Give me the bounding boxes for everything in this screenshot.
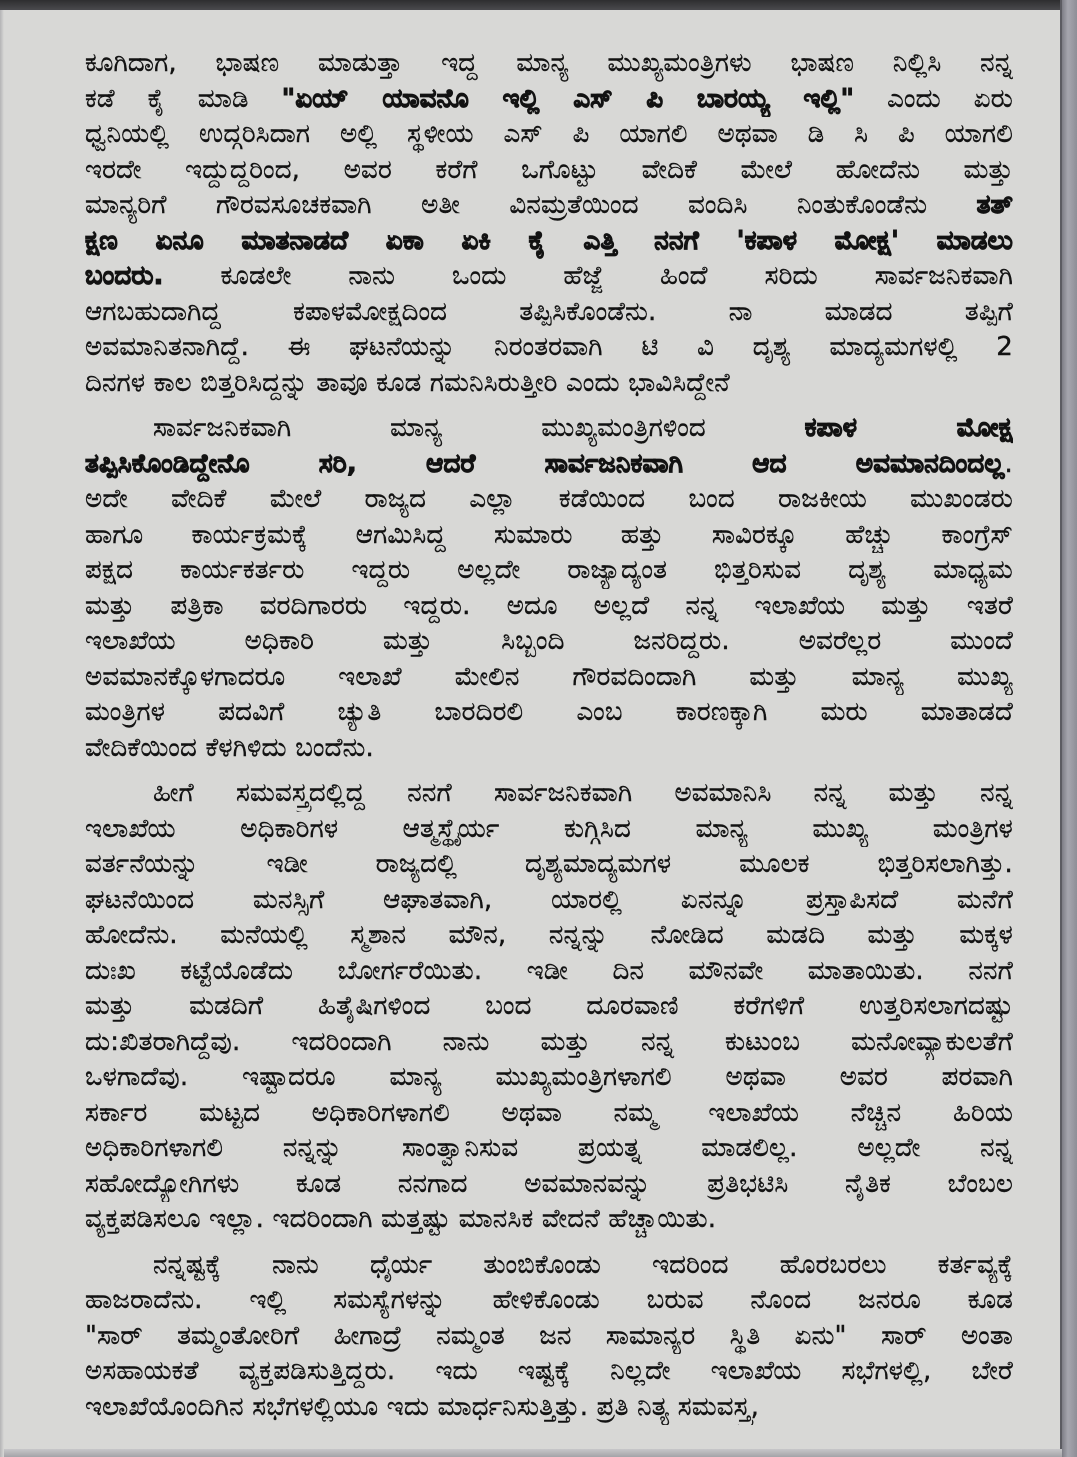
text-segment: ಕೂಡಲೇ ನಾನು ಒಂದು ಹೆಜ್ಜೆ ಹಿಂದೆ ಸರಿದು ಸಾರ್ವಜನಿಕವಾಗಿ bbox=[163, 261, 1013, 291]
text-line bbox=[85, 954, 1013, 990]
text-segment: ಮತ್ತು ಮಡದಿಗೆ ಹಿತೈಷಿಗಳಿಂದ ಬಂದ ದೂರವಾಣಿ ಕರೆಗಳಿಗೆ ಉತ್ತರಿಸಲಾಗದಷ್ಟು bbox=[85, 991, 1013, 1021]
text-segment: ಅವಮಾನಿತನಾಗಿದ್ದೆ. ಈ ಘಟನೆಯನ್ನು ನಿರಂತರವಾಗಿ ಟಿ ವಿ ದೃಶ್ಯ ಮಾದ್ಯಮಗಳಲ್ಲಿ 2 bbox=[85, 332, 1013, 362]
text-segment: ಹೋದೆನು. ಮನೆಯಲ್ಲಿ ಸ್ಮಶಾನ ಮೌನ, ನನ್ನನ್ನು ನೋಡಿದ ಮಡದಿ ಮತ್ತು ಮಕ್ಕಳ bbox=[85, 920, 1013, 950]
text-line bbox=[85, 1202, 1013, 1238]
text-segment: ಇರದೇ ಇದ್ದುದ್ದರಿಂದ, ಅವರ ಕರೆಗೆ ಒಗೊಟ್ಟು ವೇದಿಕೆ ಮೇಲೆ ಹೋದೆನು ಮತ್ತು bbox=[85, 154, 1013, 185]
text-line bbox=[85, 695, 1013, 731]
text-line bbox=[85, 847, 1013, 883]
scan-top-edge bbox=[0, 0, 1063, 10]
text-segment: ಅದೇ ವೇದಿಕೆ ಮೇಲೆ ರಾಜ್ಯದ ಎಲ್ಲಾ ಕಡೆಯಿಂದ ಬಂದ ರಾಜಕೀಯ ಮುಖಂಡರು bbox=[85, 484, 1013, 514]
text-segment: ಸಾರ್ವಜನಿಕವಾಗಿ ಮಾನ್ಯ ಮುಖ್ಯಮಂತ್ರಿಗಳಿಂದ bbox=[153, 413, 805, 443]
bold-text-segment: ತತ್ bbox=[976, 190, 1013, 220]
text-segment: ಸರ್ಕಾರ ಮಟ್ಟದ ಅಧಿಕಾರಿಗಳಾಗಲಿ ಅಥವಾ ನಮ್ಮ ಇಲಾಖೆಯ ನೆಚ್ಚಿನ ಹಿರಿಯ bbox=[85, 1097, 1013, 1128]
text-segment: ಹಾಗೂ ಕಾರ್ಯಕ್ರಮಕ್ಕೆ ಆಗಮಿಸಿದ್ದ ಸುಮಾರು ಹತ್ತು ಸಾವಿರಕ್ಕೂ ಹೆಚ್ಚು ಕಾಂಗ್ರೆಸ್ bbox=[85, 519, 1013, 550]
text-line bbox=[85, 224, 1013, 260]
text-segment: ಒಳಗಾದೆವು. ಇಷ್ಟಾದರೂ ಮಾನ್ಯ ಮುಖ್ಯಮಂತ್ರಿಗಳಾಗಲಿ ಅಥವಾ ಅವರ ಪರವಾಗಿ bbox=[85, 1062, 1013, 1092]
text-line bbox=[85, 589, 1013, 625]
text-line bbox=[85, 117, 1013, 153]
text-segment: ಮತ್ತು ಪತ್ರಿಕಾ ವರದಿಗಾರರು ಇದ್ದರು. ಅದೂ ಅಲ್ಲದೆ ನನ್ನ ಇಲಾಖೆಯ ಮತ್ತು ಇತರೆ bbox=[85, 590, 1013, 621]
text-segment: ಘಟನೆಯಿಂದ ಮನಸ್ಸಿಗೆ ಆಘಾತವಾಗಿ, ಯಾರಲ್ಲಿ ಏನನ್ನೂ ಪ್ರಸ್ತಾಪಿಸದೆ ಮನೆಗೆ bbox=[85, 884, 1013, 915]
text-line bbox=[85, 918, 1013, 954]
paragraph bbox=[85, 1248, 1013, 1426]
text-line bbox=[85, 731, 1013, 767]
bold-text-segment: "ಏಯ್ ಯಾವನೊ ಇಲ್ಲಿ ಎಸ್ ಪಿ ಬಾರಯ್ಯ ಇಲ್ಲಿ" bbox=[281, 83, 855, 114]
text-line bbox=[85, 1167, 1013, 1203]
text-line bbox=[85, 1354, 1013, 1390]
text-line bbox=[85, 1096, 1013, 1132]
text-line bbox=[85, 330, 1013, 366]
text-segment: ಧ್ವನಿಯಲ್ಲಿ ಉದ್ಗರಿಸಿದಾಗ ಅಲ್ಲಿ ಸ್ಥಳೀಯ ಎಸ್ ಪಿ ಯಾಗಲಿ ಅಥವಾ ಡಿ ಸಿ ಪಿ ಯಾಗಲಿ bbox=[85, 119, 1013, 149]
text-line bbox=[85, 776, 1013, 812]
text-line bbox=[85, 553, 1013, 589]
text-segment: ವರ್ತನೆಯನ್ನು ಇಡೀ ರಾಜ್ಯದಲ್ಲಿ ದೃಶ್ಯಮಾದ್ಯಮಗಳ ಮೂಲಕ ಭಿತ್ತರಿಸಲಾಗಿತ್ತು. bbox=[85, 849, 1013, 879]
scan-right-edge bbox=[1060, 0, 1077, 1457]
text-line bbox=[85, 153, 1013, 189]
paragraph bbox=[85, 46, 1013, 401]
text-segment: ಅಧಿಕಾರಿಗಳಾಗಲಿ ನನ್ನನ್ನು ಸಾಂತ್ವಾನಿಸುವ ಪ್ರಯತ್ನ ಮಾಡಲಿಲ್ಲ. ಅಲ್ಲದೇ ನನ್ನ bbox=[85, 1133, 1013, 1163]
text-line bbox=[85, 1060, 1013, 1096]
text-segment: ಅಸಹಾಯಕತೆ ವ್ಯಕ್ತಪಡಿಸುತ್ತಿದ್ದರು. ಇದು ಇಷ್ಟಕ್ಕೆ ನಿಲ್ಲದೇ ಇಲಾಖೆಯ ಸಭೆಗಳಲ್ಲಿ, ಬೇರೆ bbox=[85, 1356, 1013, 1386]
text-segment: ದು:ಖಿತರಾಗಿದ್ದೆವು. ಇದರಿಂದಾಗಿ ನಾನು ಮತ್ತು ನನ್ನ ಕುಟುಂಬ ಮನೋವ್ಯಾಕುಲತೆಗೆ bbox=[85, 1026, 1013, 1057]
scan-left-edge bbox=[0, 10, 4, 1457]
text-line bbox=[85, 1248, 1013, 1284]
text-segment: ವ್ಯಕ್ತಪಡಿಸಲೂ ಇಲ್ಲಾ. ಇದರಿಂದಾಗಿ ಮತ್ತಷ್ಟು ಮಾನಸಿಕ ವೇದನೆ ಹೆಚ್ಚಾಯಿತು. bbox=[85, 1204, 717, 1234]
text-segment: ಹೀಗೆ ಸಮವಸ್ತ್ರದಲ್ಲಿದ್ದ ನನಗೆ ಸಾರ್ವಜನಿಕವಾಗಿ ಅವಮಾನಿಸಿ ನನ್ನ ಮತ್ತು ನನ್ನ bbox=[153, 778, 1013, 808]
text-segment: ದಿನಗಳ ಕಾಲ ಬಿತ್ತರಿಸಿದ್ದನ್ನು ತಾವೂ ಕೂಡ ಗಮನಿಸಿರುತ್ತೀರಿ ಎಂದು ಭಾವಿಸಿದ್ದೇನೆ bbox=[85, 367, 730, 398]
text-segment: ಇಲಾಖೆಯ ಅಧಿಕಾರಿ ಮತ್ತು ಸಿಬ್ಬಂದಿ ಜನರಿದ್ದರು. ಅವರೆಲ್ಲರ ಮುಂದೆ bbox=[85, 626, 1013, 656]
text-segment: ವೇದಿಕೆಯಿಂದ ಕೆಳಗಿಳಿದು ಬಂದೆನು. bbox=[85, 732, 374, 763]
text-segment: ಕಡೆ ಕೈ ಮಾಡಿ bbox=[85, 83, 282, 114]
text-line bbox=[85, 295, 1013, 331]
text-segment: ನನ್ನಷ್ಟಕ್ಕೆ ನಾನು ಧೈರ್ಯ ತುಂಬಿಕೊಂಡು ಇದರಿಂದ ಹೊರಬರಲು ಕರ್ತವ್ಯಕ್ಕೆ bbox=[153, 1249, 1013, 1280]
text-line bbox=[85, 447, 1013, 483]
text-line bbox=[85, 482, 1013, 518]
bold-text-segment: ಕಪಾಳ ಮೋಕ್ಷ bbox=[804, 413, 1013, 443]
text-segment: ಕೂಗಿದಾಗ, ಭಾಷಣ ಮಾಡುತ್ತಾ ಇದ್ದ ಮಾನ್ಯ ಮುಖ್ಯಮಂತ್ರಿಗಳು ಭಾಷಣ ನಿಲ್ಲಿಸಿ ನನ್ನ bbox=[85, 48, 1013, 78]
bold-text-segment: ಕ್ಷಣ ಏನೂ ಮಾತನಾಡದೆ ಏಕಾ ಏಕಿ ಕೈ ಎತ್ತಿ ನನಗೆ 'ಕಪಾಳ ಮೋಕ್ಷ' ಮಾಡಲು bbox=[85, 225, 1013, 256]
bold-text-segment: ಬಂದರು. bbox=[85, 261, 164, 291]
text-line bbox=[85, 46, 1013, 82]
text-line bbox=[85, 518, 1013, 554]
paragraph bbox=[85, 776, 1013, 1238]
text-line bbox=[85, 366, 1013, 402]
text-segment: "ಸಾರ್ ತಮ್ಮಂತೋರಿಗೆ ಹೀಗಾದ್ರೆ ನಮ್ಮಂತ ಜನ ಸಾಮಾನ್ಯರ ಸ್ಥಿತಿ ಏನು" ಸಾರ್ ಅಂತಾ bbox=[85, 1320, 1013, 1351]
text-line bbox=[85, 82, 1013, 118]
text-segment: ಮಂತ್ರಿಗಳ ಪದವಿಗೆ ಚ್ಯುತಿ ಬಾರದಿರಲಿ ಎಂಬ ಕಾರಣಕ್ಕಾಗಿ ಮರು ಮಾತಾಡದೆ bbox=[85, 697, 1013, 727]
text-line bbox=[85, 989, 1013, 1025]
text-segment: ದುಃಖ ಕಟ್ಟೆಯೊಡೆದು ಬೋರ್ಗರೆಯಿತು. ಇಡೀ ದಿನ ಮೌನವೇ ಮಾತಾಯಿತು. ನನಗೆ bbox=[85, 955, 1013, 986]
text-segment: ಎಂದು ಏರು bbox=[854, 83, 1013, 114]
scan-bottom-edge bbox=[0, 1449, 1062, 1457]
text-segment: ಆಗಬಹುದಾಗಿದ್ದ ಕಪಾಳಮೋಕ್ಷದಿಂದ ತಪ್ಪಿಸಿಕೊಂಡೆನು. ನಾ ಮಾಡದ ತಪ್ಪಿಗೆ bbox=[85, 296, 1013, 327]
bold-text-segment: ತಪ್ಪಿಸಿಕೊಂಡಿದ್ದೇನೊ ಸರಿ, ಆದರೆ ಸಾರ್ವಜನಿಕವಾಗಿ ಆದ ಅವಮಾನದಿಂದಲ್ಲ bbox=[85, 448, 1005, 479]
text-line bbox=[85, 1283, 1013, 1319]
text-line bbox=[85, 624, 1013, 660]
text-segment: ಹಾಜರಾದೆನು. ಇಲ್ಲಿ ಸಮಸ್ಯೆಗಳನ್ನು ಹೇಳಿಕೊಂಡು ಬರುವ ನೊಂದ ಜನರೂ ಕೂಡ bbox=[85, 1285, 1013, 1315]
text-line bbox=[85, 660, 1013, 696]
text-segment: ಅವಮಾನಕ್ಕೊಳಗಾದರೂ ಇಲಾಖೆ ಮೇಲಿನ ಗೌರವದಿಂದಾಗಿ ಮತ್ತು ಮಾನ್ಯ ಮುಖ್ಯ bbox=[85, 661, 1013, 692]
text-line bbox=[85, 1025, 1013, 1061]
text-block bbox=[85, 46, 1013, 1435]
text-segment: . bbox=[1004, 448, 1013, 479]
text-line bbox=[85, 1319, 1013, 1355]
text-segment: ಮಾನ್ಯರಿಗೆ ಗೌರವಸೂಚಕವಾಗಿ ಅತೀ ವಿನಮ್ರತೆಯಿಂದ ವಂದಿಸಿ ನಿಂತುಕೊಂಡೆನು bbox=[85, 190, 977, 220]
text-line bbox=[85, 259, 1013, 295]
text-line bbox=[85, 1390, 1013, 1426]
text-line bbox=[85, 812, 1013, 848]
text-segment: ಸಹೋದ್ಯೋಗಿಗಳು ಕೂಡ ನನಗಾದ ಅವಮಾನವನ್ನು ಪ್ರತಿಭಟಿಸಿ ನೈತಿಕ ಬೆಂಬಲ bbox=[85, 1168, 1013, 1199]
text-line bbox=[85, 1131, 1013, 1167]
text-segment: ಪಕ್ಷದ ಕಾರ್ಯಕರ್ತರು ಇದ್ದರು ಅಲ್ಲದೇ ರಾಜ್ಯಾದ್ಯಂತ ಭಿತ್ತರಿಸುವ ದೃಶ್ಯ ಮಾಧ್ಯಮ bbox=[85, 555, 1013, 585]
paragraph bbox=[85, 411, 1013, 766]
text-line bbox=[85, 188, 1013, 224]
text-segment: ಇಲಾಖೆಯೊಂದಿಗಿನ ಸಭೆಗಳಲ್ಲಿಯೂ ಇದು ಮಾರ್ಧನಿಸುತ್ತಿತ್ತು. ಪ್ರತಿ ನಿತ್ಯ ಸಮವಸ್ತ್ರ, bbox=[85, 1391, 760, 1422]
text-line bbox=[85, 411, 1013, 447]
text-line bbox=[85, 883, 1013, 919]
text-segment: ಇಲಾಖೆಯ ಅಧಿಕಾರಿಗಳ ಆತ್ಮಸ್ಥೈರ್ಯ ಕುಗ್ಗಿಸಿದ ಮಾನ್ಯ ಮುಖ್ಯ ಮಂತ್ರಿಗಳ bbox=[85, 813, 1013, 844]
